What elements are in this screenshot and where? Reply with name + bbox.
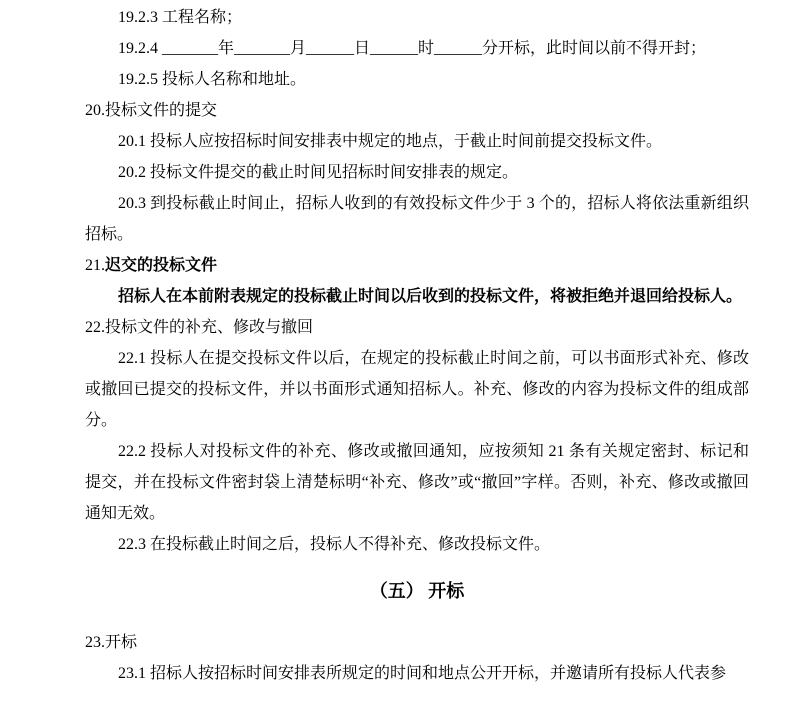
article-21-title — [85, 250, 749, 281]
clause-19-2-5: 19.2.5 投标人名称和地址。 — [118, 71, 307, 88]
clause-22-3: 22.3 在投标截止时间之后，投标人不得补充、修改投标文件。 — [118, 536, 551, 553]
clause-23-1: 23.1 招标人按招标时间安排表所规定的时间和地点公开开标，并邀请所有投标人代表参 — [118, 665, 727, 682]
article-23-title: 23.开标 — [85, 634, 138, 651]
clause-20-1: 20.1 投标人应按招标时间安排表中规定的地点，于截止时间前提交投标文件。 — [118, 133, 663, 150]
article-21-title-run-0: 21. — [85, 257, 105, 274]
article-21-title-run-1: 迟交的投标文件 — [105, 257, 218, 274]
article-21-body: 招标人在本前附表规定的投标截止时间以后收到的投标文件，将被拒绝并退回给投标人。 — [118, 288, 743, 305]
article-22-title: 22.投标文件的补充、修改与撤回 — [85, 319, 314, 336]
clause-22-2: 22.2 投标人对投标文件的补充、修改或撤回通知，应按须知 21 条有关规定密封、标记和提交，并在投标文件密封袋上清楚标明“补充、修改”或“撤回”字样。否则，补充、修改或撤回通知无效。 — [85, 443, 749, 522]
clause-19-2-4-open-bid-datetime-blanks: 19.2.4 _______年_______月______日______时______分开标，此时间以前不得开封； — [118, 40, 707, 57]
clause-20-3: 20.3 到投标截止时间止，招标人收到的有效投标文件少于 3 个的，招标人将依法重新组织招标。 — [85, 195, 749, 243]
clause-19-2-3: 19.2.3 工程名称； — [118, 9, 243, 26]
section-5-heading: （五） 开标 — [369, 581, 465, 601]
clause-20-2: 20.2 投标文件提交的截止时间见招标时间安排表的规定。 — [118, 164, 519, 181]
clause-22-1: 22.1 投标人在提交投标文件以后，在规定的投标截止时间之前，可以书面形式补充、修改或撤回已提交的投标文件，并以书面形式通知招标人。补充、修改的内容为投标文件的组成部分。 — [85, 350, 749, 429]
article-20-title: 20.投标文件的提交 — [85, 102, 218, 119]
